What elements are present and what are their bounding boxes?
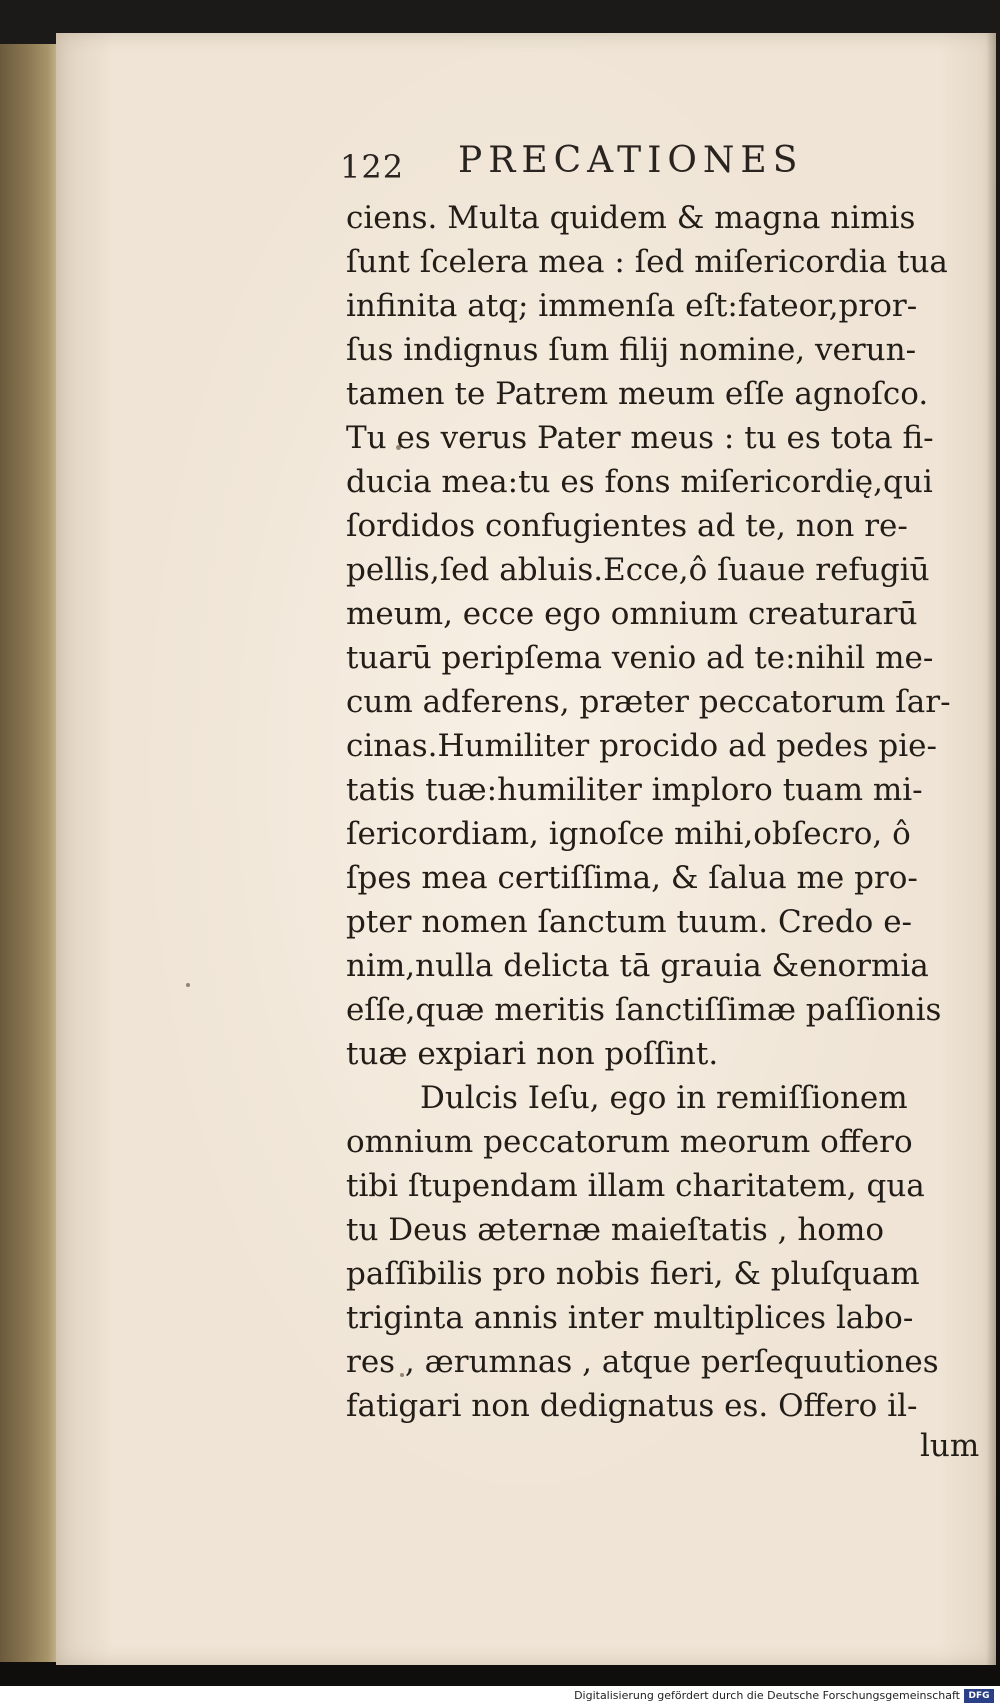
text-line: cinas.Humiliter procido ad pedes pie-: [346, 728, 937, 764]
text-line: Tu es verus Pater meus : tu es tota fi-: [346, 420, 934, 456]
body-text: [346, 196, 986, 1428]
text-line: pellis,ſed abluis.Ecce,ô ſuaue refugiū: [346, 552, 930, 588]
text-line: ſericordiam, ignoſce mihi,obſecro, ô: [346, 816, 911, 852]
text-line: cum adferens, præter peccatorum ſar-: [346, 684, 951, 720]
text-line: tuæ expiari non poſſint.: [346, 1036, 719, 1072]
text-line: triginta annis inter multiplices labo-: [346, 1300, 914, 1336]
book-binding-edge: [0, 44, 60, 1662]
page-header: [340, 140, 900, 190]
digitization-footer: [0, 1686, 1000, 1707]
text-line: ducia mea:tu es fons miſericordię,qui: [346, 464, 933, 500]
text-line: ſpes mea certiſſima, & ſalua me pro-: [346, 860, 918, 896]
dfg-logo: DFG: [964, 1689, 994, 1703]
catchword: lum: [920, 1428, 980, 1464]
text-line: ſordidos confugientes ad te, non re-: [346, 508, 908, 544]
paper-speck: [186, 983, 190, 987]
text-line: paſſibilis pro nobis fieri, & pluſquam: [346, 1256, 920, 1292]
text-line: res , ærumnas , atque perſequutiones: [346, 1344, 939, 1380]
text-line: pter nomen ſanctum tuum. Credo e-: [346, 904, 913, 940]
text-line: ſunt ſcelera mea : ſed miſericordia tua: [346, 244, 948, 280]
running-head: PRECATIONES: [458, 140, 804, 181]
page-edge-shadow: [986, 33, 996, 1665]
paragraph-start-line: Dulcis Ieſu, ego in remiſſionem: [420, 1080, 908, 1116]
footer-credit: Digitalisierung gefördert durch die Deutsche Forschungsgemeinschaft: [574, 1689, 960, 1702]
text-line: tatis tuæ:humiliter imploro tuam mi-: [346, 772, 923, 808]
text-line: tuarū peripſema venio ad te:nihil me-: [346, 640, 934, 676]
text-line: tamen te Patrem meum eſſe agnoſco.: [346, 376, 929, 412]
text-line: meum, ecce ego omnium creaturarū: [346, 596, 918, 632]
text-line: ſus indignus ſum filij nomine, verun-: [346, 332, 917, 368]
text-line: tibi ſtupendam illam charitatem, qua: [346, 1168, 925, 1204]
text-line: eſſe,quæ meritis ſanctiſſimæ paſſionis: [346, 992, 942, 1028]
text-line: nim,nulla delicta tā grauia &enormia: [346, 948, 929, 984]
text-line: fatigari non dedignatus es. Offero il-: [346, 1388, 918, 1424]
text-line: tu Deus æternæ maieſtatis , homo: [346, 1212, 885, 1248]
text-line: omnium peccatorum meorum offero: [346, 1124, 913, 1160]
text-line: infinita atq; immenſa eſt:fateor,pror-: [346, 288, 918, 324]
page-number: 122: [340, 148, 405, 186]
text-line: ciens. Multa quidem & magna nimis: [346, 200, 916, 236]
